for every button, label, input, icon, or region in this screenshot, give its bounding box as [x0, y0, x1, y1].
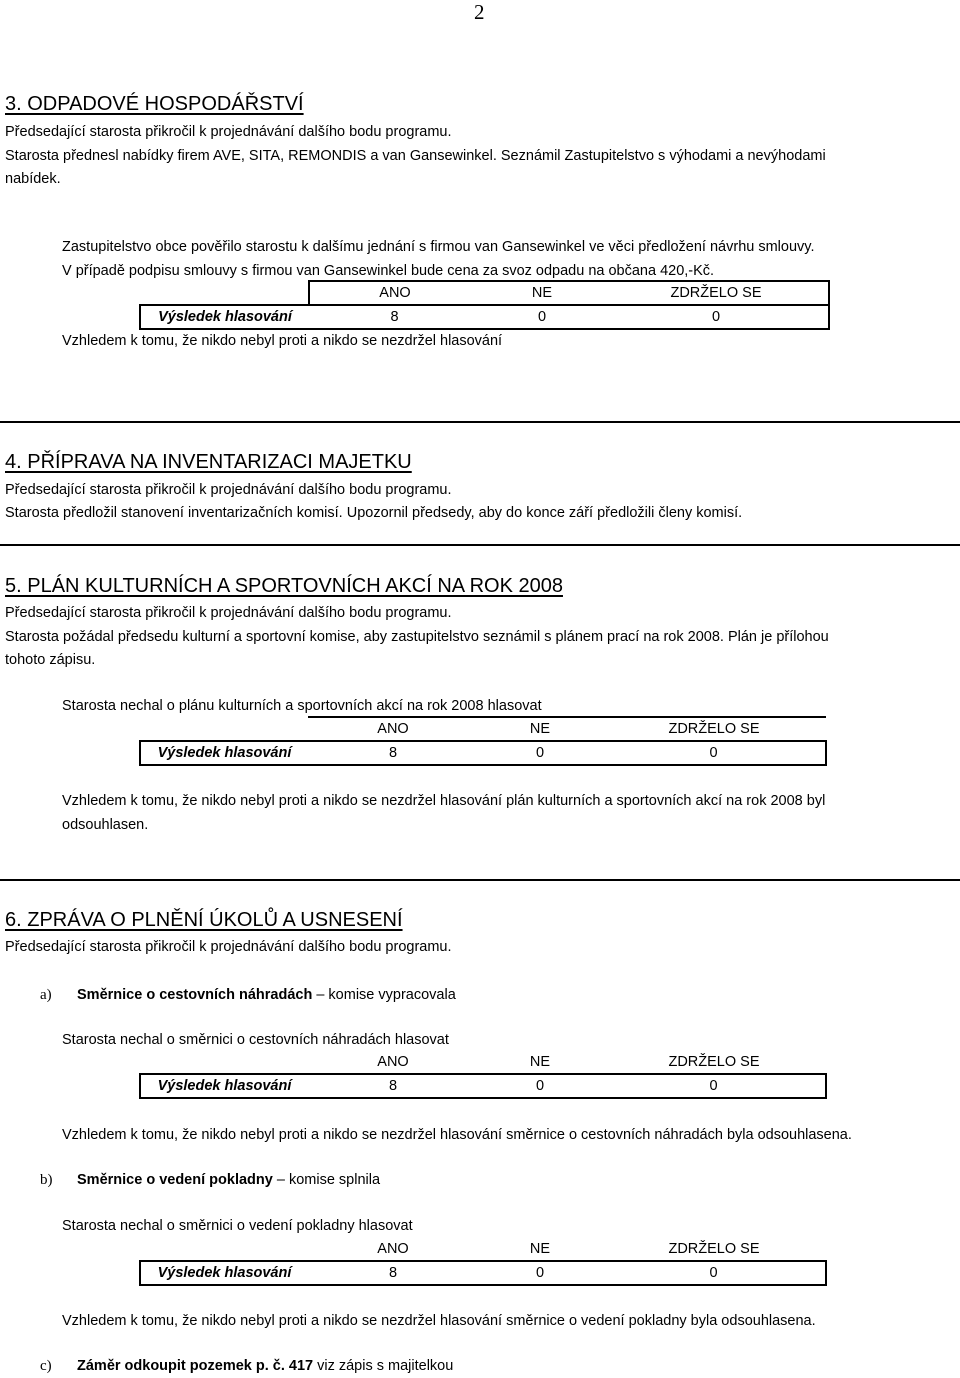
s4-line-1: Předsedající starosta přikročil k projednávání dalšího bodu programu. — [5, 482, 452, 498]
s3-line-2: Starosta přednesl nabídky firem AVE, SITA, REMONDIS a van Gansewinkel. Seznámil Zastupitelstvo s výhodami a nevýhodami — [5, 148, 826, 164]
item-c-marker: c) — [40, 1358, 52, 1374]
item-a-title-line — [77, 986, 456, 1004]
item-b-rest: – komise splnila — [272, 1172, 381, 1188]
vote-header-zdrzelo: ZDRŽELO SE — [604, 281, 829, 305]
item-a-vote-intro: Starosta nechal o směrnici o cestovních náhradách hlasovat — [62, 1032, 449, 1048]
vote-header-ano: ANO — [308, 717, 478, 741]
vote-ne-count: 0 — [478, 1074, 602, 1098]
vote-header-ne: NE — [529, 1054, 551, 1070]
section-divider — [0, 544, 960, 546]
vote-header-row — [140, 717, 826, 741]
item-b-conclusion: Vzhledem k tomu, že nikdo nebyl proti a nikdo se nezdržel hlasování směrnice o vedení pokladny byla odsouhlasena. — [62, 1313, 816, 1329]
item-b-title-line — [77, 1171, 380, 1189]
item-b-marker: b) — [40, 1172, 53, 1188]
s5-line-1: Předsedající starosta přikročil k projednávání dalšího bodu programu. — [5, 605, 452, 621]
s3-line-1: Předsedající starosta přikročil k projednávání dalšího bodu programu. — [5, 124, 452, 140]
s5-conclusion-2: odsouhlasen. — [62, 817, 149, 833]
vote-ano-count: 8 — [308, 1261, 478, 1285]
section-4-heading: 4. PŘÍPRAVA NA INVENTARIZACI MAJETKU — [5, 451, 412, 473]
s5-vote-intro: Starosta nechal o plánu kulturních a sportovních akcí na rok 2008 hlasovat — [62, 698, 542, 714]
vote-header-row — [140, 1051, 826, 1074]
vote-header-ne: NE — [478, 717, 602, 741]
vote-result-label: Výsledek hlasování — [140, 741, 308, 765]
vote-ne-count: 0 — [478, 1261, 602, 1285]
section-5-heading: 5. PLÁN KULTURNÍCH A SPORTOVNÍCH AKCÍ NA ROK 2008 — [5, 575, 563, 597]
vote-header-ano: ANO — [377, 1241, 409, 1257]
vote-header-ne: NE — [480, 281, 604, 305]
vote-ne-count: 0 — [478, 741, 602, 765]
item-a-rest: – komise vypracovala — [312, 987, 456, 1003]
vote-ano-count: 8 — [308, 741, 478, 765]
s3-conclusion: Vzhledem k tomu, že nikdo nebyl proti a nikdo se nezdržel hlasování — [62, 333, 503, 349]
s5-conclusion-1: Vzhledem k tomu, že nikdo nebyl proti a nikdo se nezdržel hlasování plán kulturních a sportovních akcí na rok 2008 byl — [62, 793, 826, 809]
vote-result-label: Výsledek hlasování — [140, 1074, 308, 1098]
section-3-heading: 3. ODPADOVÉ HOSPODÁŘSTVÍ — [5, 93, 304, 115]
vote-ne-count: 0 — [480, 305, 604, 329]
item-c-title-line — [77, 1357, 453, 1375]
section-divider — [0, 879, 960, 881]
page-number: 2 — [474, 0, 485, 24]
vote-header-row — [140, 1238, 826, 1261]
s5-vote-table — [139, 716, 827, 766]
vote-result-label: Výsledek hlasování — [140, 305, 309, 329]
vote-header-zdrzelo: ZDRŽELO SE — [602, 717, 826, 741]
s5-line-2: Starosta požádal předsedu kulturní a sportovní komise, aby zastupitelstvo seznámil s plánem prací na rok 2008. Plán je přílohou — [5, 629, 829, 645]
vote-zdrzelo-count: 0 — [602, 741, 826, 765]
s3-line-4: Zastupitelstvo obce pověřilo starostu k dalšímu jednání s firmou van Gansewinkel ve věci předložení návrhu smlouvy. — [62, 239, 815, 255]
item-a-vote-table — [139, 1051, 827, 1099]
vote-zdrzelo-count: 0 — [602, 1261, 826, 1285]
section-divider — [0, 421, 960, 423]
item-a-conclusion: Vzhledem k tomu, že nikdo nebyl proti a nikdo se nezdržel hlasování směrnice o cestovních náhradách byla odsouhlasena. — [62, 1127, 852, 1143]
s3-vote-table — [139, 280, 830, 330]
item-c-rest: viz zápis s majitelkou — [313, 1358, 454, 1374]
item-c-title: Záměr odkoupit pozemek p. č. 417 — [77, 1358, 314, 1374]
vote-header-zdrzelo: ZDRŽELO SE — [668, 1054, 760, 1070]
vote-header-ne: NE — [529, 1241, 551, 1257]
vote-header-ano: ANO — [309, 281, 480, 305]
item-b-vote-intro: Starosta nechal o směrnici o vedení pokladny hlasovat — [62, 1218, 413, 1234]
section-6-heading: 6. ZPRÁVA O PLNĚNÍ ÚKOLŮ A USNESENÍ — [5, 909, 403, 931]
vote-header-zdrzelo: ZDRŽELO SE — [668, 1241, 760, 1257]
vote-result-label: Výsledek hlasování — [140, 1261, 308, 1285]
s5-line-3: tohoto zápisu. — [5, 652, 96, 668]
s4-line-2: Starosta předložil stanovení inventarizačních komisí. Upozornil předsedy, aby do konce září předložili členy komisí. — [5, 505, 743, 521]
vote-header-ano: ANO — [377, 1054, 409, 1070]
item-a-title: Směrnice o cestovních náhradách — [77, 987, 313, 1003]
vote-zdrzelo-count: 0 — [602, 1074, 826, 1098]
item-a-marker: a) — [40, 987, 52, 1003]
item-b-title: Směrnice o vedení pokladny — [77, 1172, 273, 1188]
vote-result-row — [140, 1261, 826, 1285]
s3-line-3: nabídek. — [5, 171, 61, 187]
s3-line-5: V případě podpisu smlouvy s firmou van Gansewinkel bude cena za svoz odpadu na občana 420,-Kč. — [62, 263, 715, 279]
vote-result-row — [140, 305, 829, 329]
vote-result-row — [140, 1074, 826, 1098]
vote-ano-count: 8 — [309, 305, 480, 329]
item-b-vote-table — [139, 1238, 827, 1286]
vote-result-row — [140, 741, 826, 765]
s6-line-1: Předsedající starosta přikročil k projednávání dalšího bodu programu. — [5, 939, 452, 955]
vote-zdrzelo-count: 0 — [604, 305, 829, 329]
vote-ano-count: 8 — [308, 1074, 478, 1098]
vote-header-row — [140, 281, 829, 305]
